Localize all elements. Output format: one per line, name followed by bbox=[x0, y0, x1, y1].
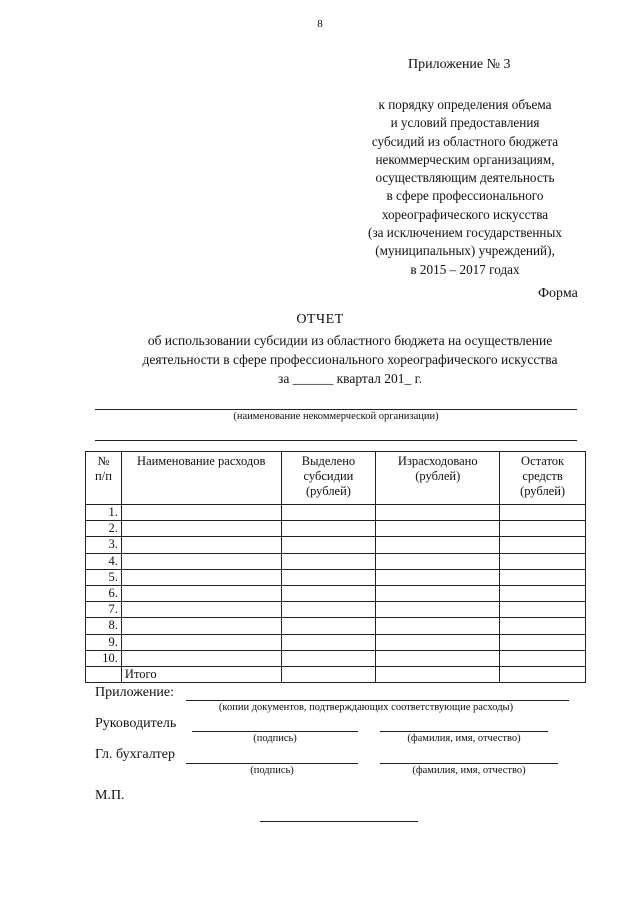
org-name-caption: (наименование некоммерческой организации) bbox=[233, 411, 439, 422]
row-number: 10. bbox=[86, 650, 122, 666]
row-number: 9. bbox=[86, 634, 122, 650]
head-signature-caption: (подпись) bbox=[253, 733, 297, 744]
table-row bbox=[86, 650, 586, 666]
seal-label: М.П. bbox=[95, 788, 125, 803]
row-number: 4. bbox=[86, 553, 122, 569]
row-number: 8. bbox=[86, 618, 122, 634]
table-row bbox=[86, 634, 586, 650]
accountant-name-line[interactable] bbox=[380, 763, 558, 764]
expense-name-cell[interactable] bbox=[121, 585, 281, 601]
appendix-line: в 2015 – 2017 годах bbox=[410, 261, 520, 277]
total-remaining-cell[interactable] bbox=[500, 666, 586, 682]
table-row bbox=[86, 505, 586, 521]
total-number-cell bbox=[86, 666, 122, 682]
allocated-cell[interactable] bbox=[281, 650, 376, 666]
report-subtitle-line: деятельности в сфере профессионального хореографического искусства bbox=[142, 352, 558, 367]
attachments-caption: (копии документов, подтверждающих соответствующие расходы) bbox=[218, 702, 514, 713]
accountant-signature-line[interactable] bbox=[186, 763, 358, 764]
total-spent-cell[interactable] bbox=[376, 666, 500, 682]
header-expense-name: Наименование расходов bbox=[121, 452, 281, 505]
appendix-attachments-label: Приложение: bbox=[95, 685, 175, 700]
header-number: № п/п bbox=[86, 452, 122, 505]
remaining-cell[interactable] bbox=[500, 602, 586, 618]
expense-name-cell[interactable] bbox=[121, 634, 281, 650]
remaining-cell[interactable] bbox=[500, 537, 586, 553]
expense-name-cell[interactable] bbox=[121, 569, 281, 585]
remaining-cell[interactable] bbox=[500, 521, 586, 537]
appendix-description bbox=[330, 96, 600, 279]
table-row bbox=[86, 537, 586, 553]
appendix-line: и условий предоставления bbox=[390, 115, 540, 131]
bottom-line bbox=[260, 821, 418, 822]
remaining-cell[interactable] bbox=[500, 569, 586, 585]
row-number: 7. bbox=[86, 602, 122, 618]
total-allocated-cell[interactable] bbox=[281, 666, 376, 682]
remaining-cell[interactable] bbox=[500, 650, 586, 666]
remaining-cell[interactable] bbox=[500, 553, 586, 569]
head-name-caption: (фамилия, имя, отчество) bbox=[407, 733, 521, 744]
allocated-cell[interactable] bbox=[281, 585, 376, 601]
table-row bbox=[86, 521, 586, 537]
head-label: Руководитель bbox=[95, 716, 177, 731]
table-row bbox=[86, 569, 586, 585]
remaining-cell[interactable] bbox=[500, 585, 586, 601]
row-number: 2. bbox=[86, 521, 122, 537]
allocated-cell[interactable] bbox=[281, 505, 376, 521]
accountant-name-caption: (фамилия, имя, отчество) bbox=[412, 765, 526, 776]
spent-cell[interactable] bbox=[376, 618, 500, 634]
allocated-cell[interactable] bbox=[281, 634, 376, 650]
expense-name-cell[interactable] bbox=[121, 553, 281, 569]
appendix-line: осуществляющим деятельность bbox=[375, 170, 555, 186]
allocated-cell[interactable] bbox=[281, 618, 376, 634]
allocated-cell[interactable] bbox=[281, 569, 376, 585]
form-label: Форма bbox=[538, 286, 578, 301]
expense-name-cell[interactable] bbox=[121, 618, 281, 634]
accountant-label: Гл. бухгалтер bbox=[95, 747, 176, 762]
header-spent: Израсходовано (рублей) bbox=[376, 452, 500, 505]
expense-name-cell[interactable] bbox=[121, 602, 281, 618]
table-row bbox=[86, 585, 586, 601]
spent-cell[interactable] bbox=[376, 634, 500, 650]
remaining-cell[interactable] bbox=[500, 618, 586, 634]
attachments-line[interactable] bbox=[186, 700, 569, 701]
remaining-cell[interactable] bbox=[500, 634, 586, 650]
org-name-line bbox=[95, 409, 577, 410]
row-number: 3. bbox=[86, 537, 122, 553]
spent-cell[interactable] bbox=[376, 537, 500, 553]
appendix-line: к порядку определения объема bbox=[378, 97, 552, 112]
spent-cell[interactable] bbox=[376, 569, 500, 585]
report-subtitle bbox=[60, 331, 640, 388]
table-header-row bbox=[86, 452, 586, 505]
appendix-line: субсидий из областного бюджета bbox=[371, 133, 559, 149]
expense-table bbox=[85, 451, 586, 683]
appendix-line: в сфере профессионального bbox=[386, 188, 544, 204]
table-row bbox=[86, 553, 586, 569]
row-number: 1. bbox=[86, 505, 122, 521]
spent-cell[interactable] bbox=[376, 585, 500, 601]
page-number: 8 bbox=[317, 18, 323, 30]
table-total-row bbox=[86, 666, 586, 682]
allocated-cell[interactable] bbox=[281, 602, 376, 618]
total-label: Итого bbox=[121, 666, 281, 682]
expense-name-cell[interactable] bbox=[121, 537, 281, 553]
report-title: ОТЧЕТ bbox=[296, 312, 344, 327]
allocated-cell[interactable] bbox=[281, 537, 376, 553]
row-number: 6. bbox=[86, 585, 122, 601]
head-signature-line[interactable] bbox=[192, 731, 358, 732]
org-name-line-2 bbox=[95, 440, 577, 441]
spent-cell[interactable] bbox=[376, 505, 500, 521]
head-name-line[interactable] bbox=[380, 731, 548, 732]
spent-cell[interactable] bbox=[376, 602, 500, 618]
allocated-cell[interactable] bbox=[281, 553, 376, 569]
spent-cell[interactable] bbox=[376, 521, 500, 537]
expense-name-cell[interactable] bbox=[121, 521, 281, 537]
spent-cell[interactable] bbox=[376, 650, 500, 666]
header-remaining: Остаток средств (рублей) bbox=[500, 452, 586, 505]
appendix-line: (за исключением государственных bbox=[368, 225, 562, 241]
row-number: 5. bbox=[86, 569, 122, 585]
accountant-signature-caption: (подпись) bbox=[250, 765, 294, 776]
table-row bbox=[86, 618, 586, 634]
report-subtitle-line: об использовании субсидии из областного бюджета на осуществление bbox=[147, 333, 553, 348]
table-row bbox=[86, 602, 586, 618]
expense-name-cell[interactable] bbox=[121, 650, 281, 666]
header-allocated: Выделено субсидии (рублей) bbox=[281, 452, 376, 505]
appendix-title: Приложение № 3 bbox=[408, 57, 511, 72]
appendix-line: (муниципальных) учреждений), bbox=[375, 243, 555, 259]
allocated-cell[interactable] bbox=[281, 521, 376, 537]
spent-cell[interactable] bbox=[376, 553, 500, 569]
report-period-line: за ______ квартал 201_ г. bbox=[278, 371, 422, 386]
expense-name-cell[interactable] bbox=[121, 505, 281, 521]
appendix-line: хореографического искусства bbox=[381, 206, 549, 222]
appendix-line: некоммерческим организациям, bbox=[375, 151, 555, 167]
remaining-cell[interactable] bbox=[500, 505, 586, 521]
